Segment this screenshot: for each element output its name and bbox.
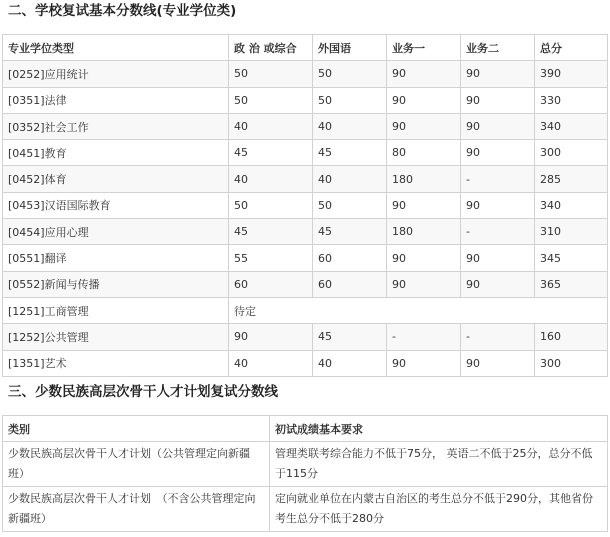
score-cell: 90 — [387, 350, 461, 376]
score-cell: 45 — [313, 324, 387, 350]
score-table-minority — [2, 415, 608, 532]
score-cell: 55 — [229, 245, 313, 271]
score-cell: 390 — [535, 61, 608, 87]
score-cell: 40 — [313, 350, 387, 376]
score-cell: - — [461, 324, 535, 350]
score-cell: 90 — [461, 140, 535, 166]
table-row — [3, 192, 608, 218]
score-cell: 待定 — [229, 297, 608, 323]
score-cell: 45 — [313, 140, 387, 166]
score-cell: 40 — [313, 166, 387, 192]
score-cell: 90 — [387, 113, 461, 139]
score-cell: 90 — [461, 245, 535, 271]
score-cell: 365 — [535, 271, 608, 297]
degree-type-cell: [0451]教育 — [3, 140, 229, 166]
table-row — [3, 442, 608, 487]
degree-type-cell: [1252]公共管理 — [3, 324, 229, 350]
table-row — [3, 87, 608, 113]
header-cell: 专业学位类型 — [3, 35, 229, 61]
score-cell: 345 — [535, 245, 608, 271]
score-cell: 50 — [313, 192, 387, 218]
score-cell: 50 — [229, 192, 313, 218]
table-row — [3, 297, 608, 323]
score-cell: 40 — [229, 350, 313, 376]
section-2-heading: 二、学校复试基本分数线(专业学位类) — [8, 3, 237, 19]
score-cell: 90 — [461, 113, 535, 139]
header-cell: 业务一 — [387, 35, 461, 61]
score-cell: 90 — [387, 271, 461, 297]
degree-type-cell: [0453]汉语国际教育 — [3, 192, 229, 218]
score-cell: 45 — [313, 219, 387, 245]
section-3-heading: 三、少数民族高层次骨干人才计划复试分数线 — [8, 384, 278, 400]
score-cell: 340 — [535, 113, 608, 139]
degree-type-cell: [0551]翻译 — [3, 245, 229, 271]
score-cell: 90 — [387, 245, 461, 271]
degree-type-cell: [1251]工商管理 — [3, 297, 229, 323]
score-cell: - — [461, 166, 535, 192]
table-row — [3, 219, 608, 245]
score-cell: 50 — [313, 87, 387, 113]
score-cell: 90 — [229, 324, 313, 350]
table-row — [3, 245, 608, 271]
degree-type-cell: [0252]应用统计 — [3, 61, 229, 87]
table-row — [3, 166, 608, 192]
table-row — [3, 61, 608, 87]
header-cell: 业务二 — [461, 35, 535, 61]
score-cell: 300 — [535, 140, 608, 166]
table-row — [3, 324, 608, 350]
degree-type-cell: [0352]社会工作 — [3, 113, 229, 139]
table-header-row — [3, 416, 608, 442]
category-cell: 少数民族高层次骨干人才计划 （不含公共管理定向新疆班） — [3, 487, 270, 532]
table-header-row — [3, 35, 608, 61]
score-cell: 45 — [229, 140, 313, 166]
score-cell: 90 — [461, 192, 535, 218]
score-cell: 90 — [461, 61, 535, 87]
score-cell: 300 — [535, 350, 608, 376]
score-cell: 40 — [313, 113, 387, 139]
header-cell: 外国语 — [313, 35, 387, 61]
score-table-professional — [2, 34, 608, 377]
table-row — [3, 140, 608, 166]
score-cell: 285 — [535, 166, 608, 192]
table-row — [3, 271, 608, 297]
header-cell: 总分 — [535, 35, 608, 61]
score-cell: 160 — [535, 324, 608, 350]
score-cell: 180 — [387, 219, 461, 245]
header-cell: 政 治 或综合 — [229, 35, 313, 61]
score-cell: 330 — [535, 87, 608, 113]
table-row — [3, 350, 608, 376]
degree-type-cell: [0454]应用心理 — [3, 219, 229, 245]
score-cell: 340 — [535, 192, 608, 218]
score-cell: 90 — [461, 350, 535, 376]
degree-type-cell: [0351]法律 — [3, 87, 229, 113]
score-cell: 60 — [313, 245, 387, 271]
score-cell: 90 — [387, 87, 461, 113]
degree-type-cell: [0552]新闻与传播 — [3, 271, 229, 297]
score-cell: 310 — [535, 219, 608, 245]
score-cell: 40 — [229, 113, 313, 139]
score-cell: 90 — [387, 192, 461, 218]
score-cell: 90 — [461, 271, 535, 297]
category-cell: 少数民族高层次骨干人才计划（公共管理定向新疆班） — [3, 442, 270, 487]
score-cell: - — [461, 219, 535, 245]
table-row — [3, 487, 608, 532]
score-cell: 45 — [229, 219, 313, 245]
score-cell: 90 — [387, 61, 461, 87]
score-cell: 50 — [313, 61, 387, 87]
score-cell: 50 — [229, 61, 313, 87]
degree-type-cell: [0452]体育 — [3, 166, 229, 192]
score-cell: 60 — [229, 271, 313, 297]
score-cell: 180 — [387, 166, 461, 192]
header-cell: 类别 — [3, 416, 270, 442]
degree-type-cell: [1351]艺术 — [3, 350, 229, 376]
header-cell: 初试成绩基本要求 — [270, 416, 608, 442]
score-cell: 90 — [461, 87, 535, 113]
requirement-cell: 管理类联考综合能力不低于75分， 英语二不低于25分，总分不低于115分 — [270, 442, 608, 487]
score-cell: 40 — [229, 166, 313, 192]
score-cell: 50 — [229, 87, 313, 113]
score-cell: - — [387, 324, 461, 350]
table-row — [3, 113, 608, 139]
score-cell: 60 — [313, 271, 387, 297]
requirement-cell: 定向就业单位在内蒙古自治区的考生总分不低于290分，其他省份考生总分不低于280分 — [270, 487, 608, 532]
score-cell: 80 — [387, 140, 461, 166]
